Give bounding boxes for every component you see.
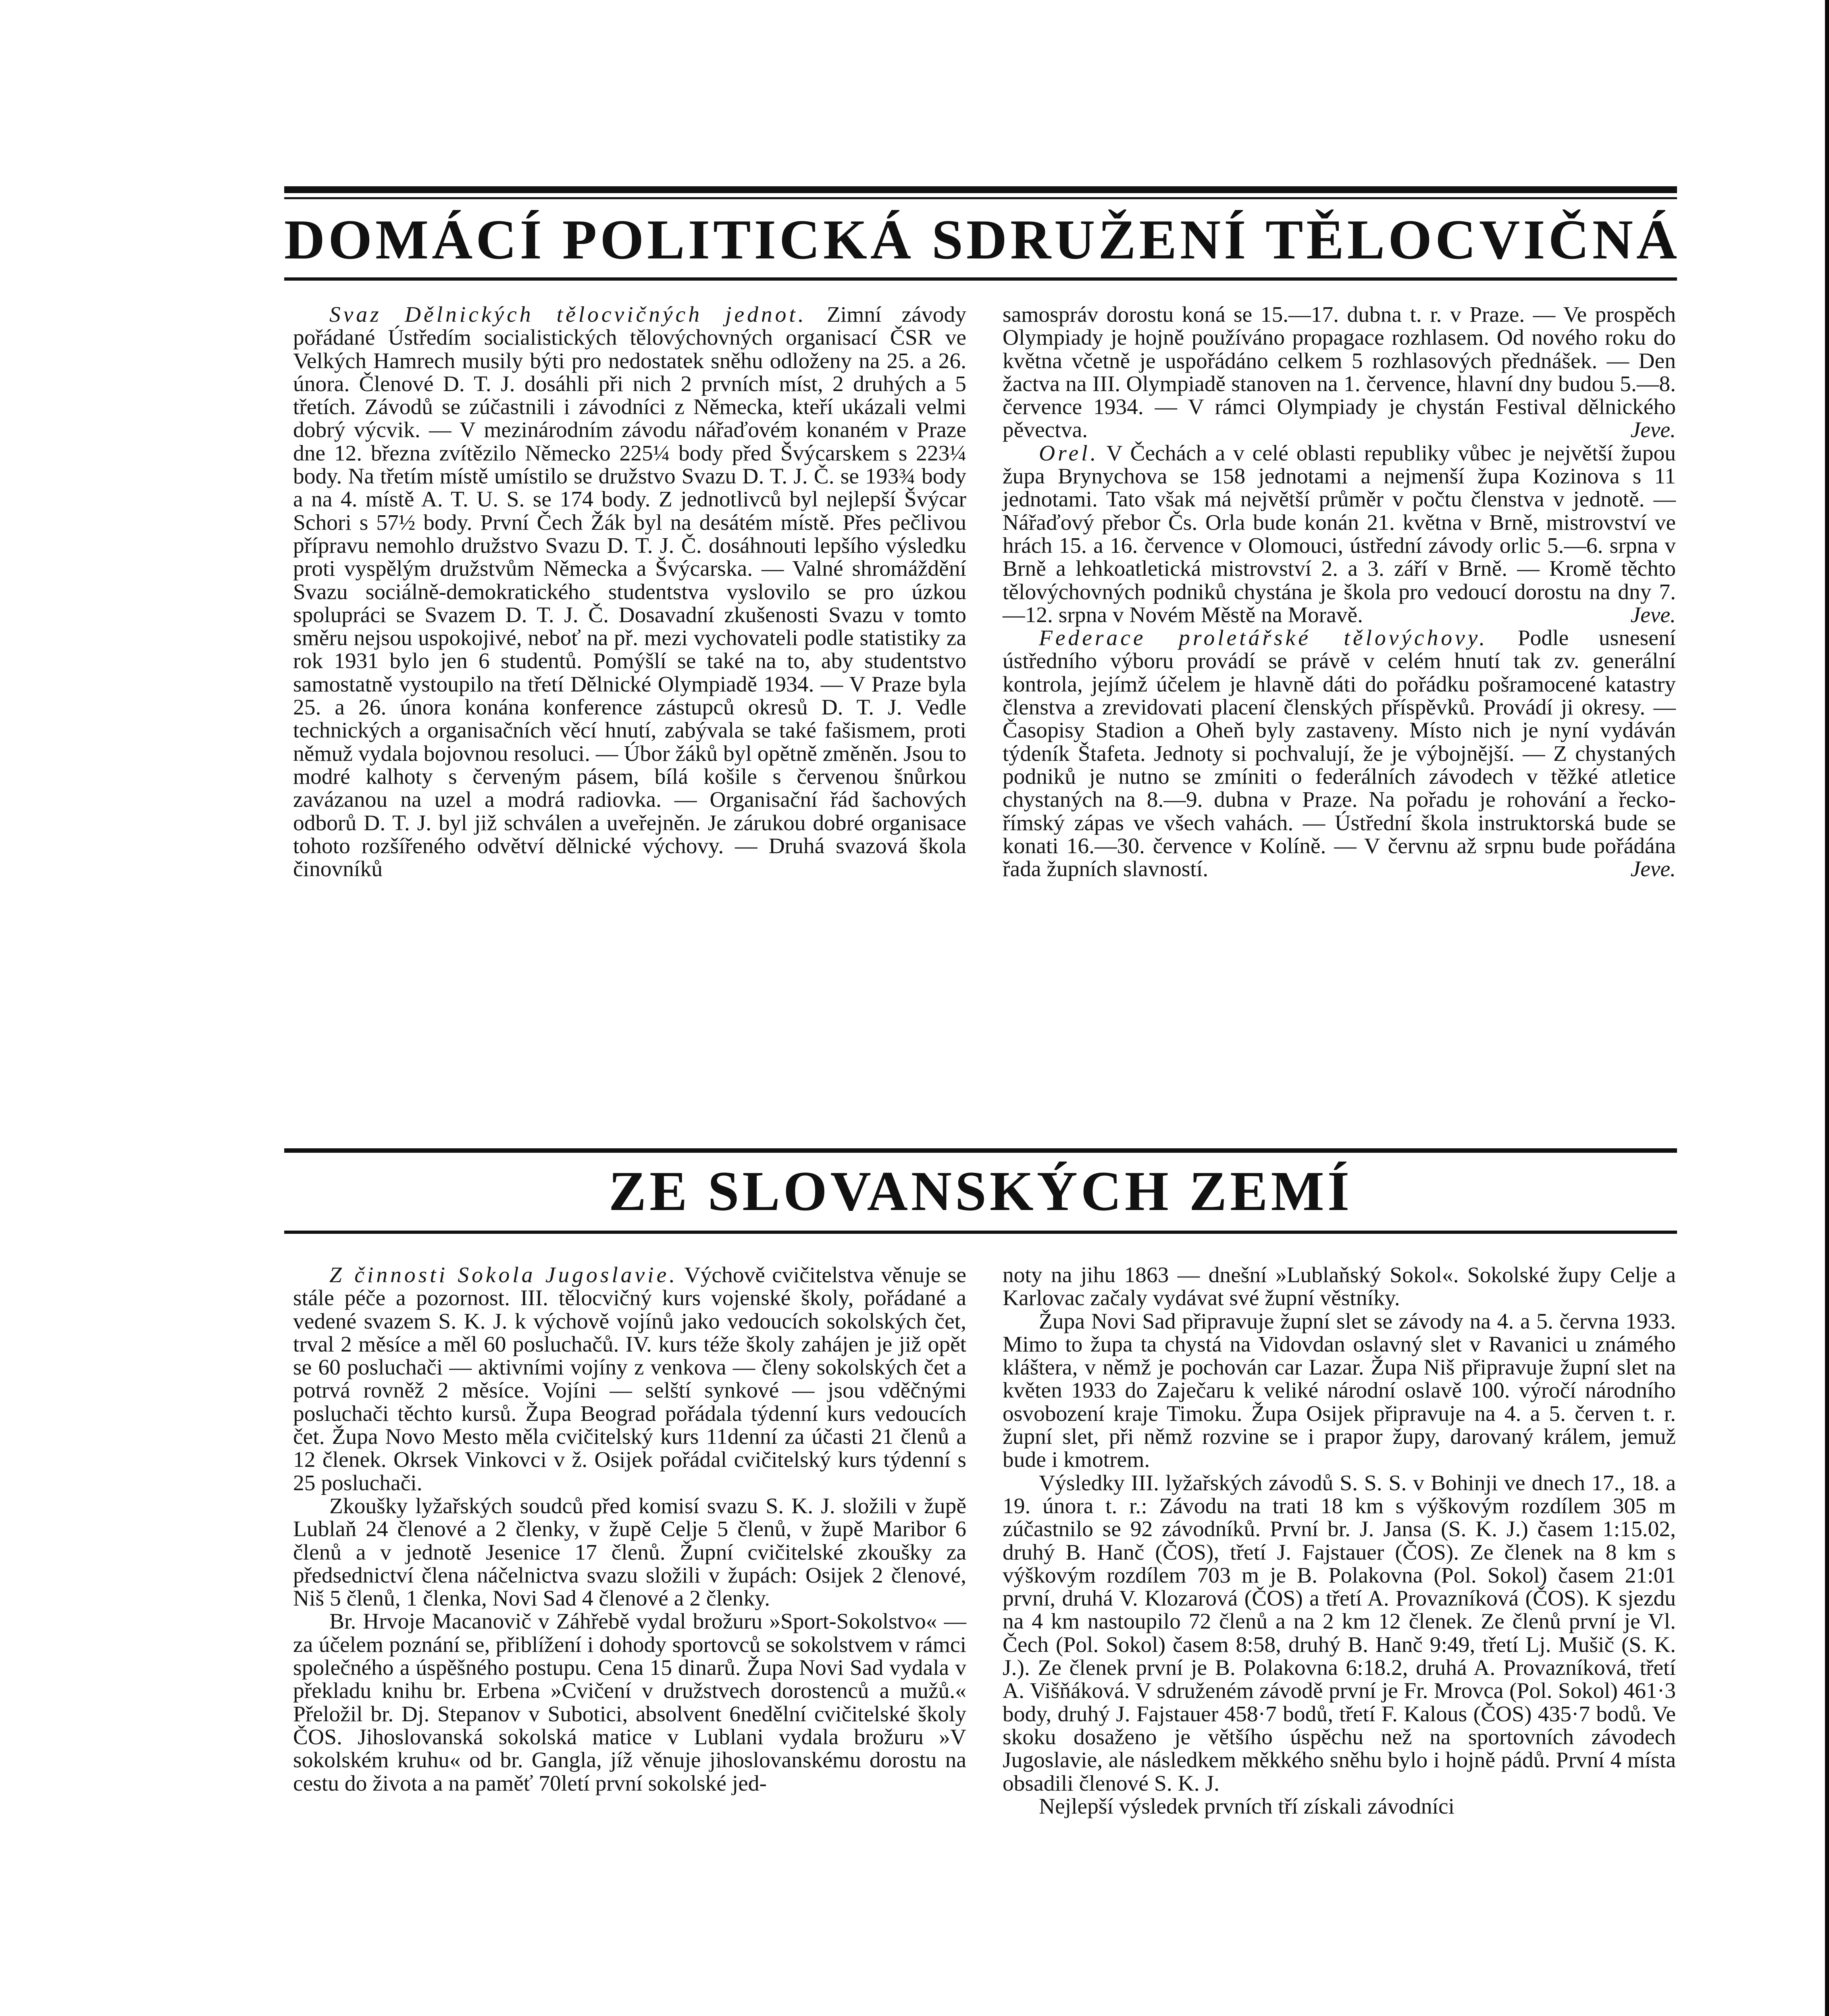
section2-top-rule: [284, 1148, 1677, 1153]
section1-right-column: [1003, 303, 1676, 881]
paragraph-lead: Svaz Dělnických tělocvičných jednot.: [329, 302, 807, 327]
section2-right-column: [1003, 1264, 1676, 1818]
section1-bottom-rule: [284, 277, 1677, 281]
section1-top-rule-thick: [284, 186, 1677, 193]
section2-right-paragraph-2: Župa Novi Sad připravuje župní slet se závody na 4. a 5. června 1933. Mimo to župa ta chystá na Vidovdan oslavný slet v Ravanici u známého kláštera, v němž je pochován car Lazar. Župa Niš připravuje župní slet na květen 1933 do Zaječaru k veliké národní oslavě 100. výročí národního osvobození kraje Timoku. Župa Osijek připravuje na 4. a 5. červen t. r. župní slet, při němž rozvine se i prapor župy, darovaný králem, jemuž bude i kmotrem.: [1003, 1309, 1676, 1472]
section1-top-rule-thin: [284, 197, 1677, 199]
paragraph-body: Výchově cvičitelstva věnuje se stále péče a pozornost. III. tělocvičný kurs vojenské školy, pořádané a vedené svazem S. K. J. k výchově vojínů jako vedoucích sokolských čet, trval 2 měsíce a měl 60 posluchačů. IV. kurs téže školy zahájen je již opět se 60 posluchači — aktivními vojíny z venkova — členy sokolských čet a potrvá rovněž 2 měsíce. Vojíni — selští synkové — jsou vděčnými posluchači těchto kursů. Župa Beograd pořádala týdenní kurs vedoucích čet. Župa Novo Mesto měla cvičitelský kurs 11denní za účasti 21 členů a 12 členek. Okrsek Vinkovci v ž. Osijek pořádal cvičitelský kurs týdenní s 25 posluchači.: [293, 1263, 966, 1495]
paragraph-lead: Z činnosti Sokola Jugoslavie.: [329, 1263, 678, 1287]
section2-right-paragraph-3: Výsledky III. lyžařských závodů S. S. S. v Bohinji ve dnech 17., 18. a 19. února t. r.: Závodu na trati 18 km s výškovým rozdílem 305 m zúčastnilo se 92 závodníků. První br. J. Jansa (S. K. J.) časem 1:15.02, druhý B. Hanč (ČOS), třetí J. Fajstauer (ČOS). Ze členek na 8 km s výškovým rozdílem 703 m je B. Polakovna (Pol. Sokol) časem 21:01 první, druhá V. Klozarová (ČOS) a třetí A. Provazníková (ČOS). K sjezdu na 4 km nastoupilo 72 členů a na 2 km 12 členek. Ze členů první je Vl. Čech (Pol. Sokol) časem 8:58, druhý B. Hanč 9:49, třetí Lj. Mušič (S. K. J.). Ze členek první je B. Polakovna 6:18.2, druhá A. Provazníková, třetí A. Višňáková. V sdruženém závodě první je Fr. Mrovca (Pol. Sokol) 461·3 body, druhý J. Fajstauer 458·7 bodů, třetí F. Kalous (ČOS) 435·7 bodů. Ve skoku dosaženo je většího úspěchu než na sportovních závodech Jugoslavie, ale následkem měkkého sněhu bylo i hojně pádů. První 4 místa obsadili členové S. K. J.: [1003, 1470, 1676, 1796]
paragraph-lead: Federace proletářské tělovýchovy.: [1039, 626, 1488, 651]
paragraph-body: Zimní závody pořádané Ústředím socialistických tělovýchovných organisací ČSR ve Velkých Hamrech musily býti pro nedostatek sněhu odloženy na 25. a 26. února. Členové D. T. J. dosáhli při nich 2 prvních míst, 2 druhých a 5 třetích. Závodů se zúčastnili i závodníci z Německa, kteří ukázali velmi dobrý výcvik. — V mezinárodním závodu nářaďovém konaném v Praze dne 12. března zvítězilo Německo 225¼ body před Švýcarskem s 223¼ body. Na třetím místě umístilo se družstvo Svazu D. T. J. Č. se 193¾ body a na 4. místě A. T. U. S. se 174 body. Z jednotlivců byl nejlepší Švýcar Schori s 57½ body. První Čech Žák byl na desátém místě. Přes pečlivou přípravu nemohlo družstvo Svazu D. T. J. Č. dosáhnouti lepšího výsledku proti vyspělým družstvům Německa a Švýcarska. — Valné shromáždění Svazu sociálně-demokratického studentstva vyslovilo se pro úzkou spolupráci se Svazem D. T. J. Č. Dosavadní zkušenosti Svazu v tomto směru nejsou uspokojivé, neboť na př. mezi vychovateli podle statistiky za rok 1931 bylo jen 6 studentů. Pomýšlí se také na to, aby studentstvo samostatně vystoupilo na třetí Dělnické Olympiadě 1934. — V Praze byla 25. a 26. února konána konference zástupců okresů D. T. J. Vedle technických a organisačních věcí hnutí, zabývala se také fašismem, proti němuž vydala bojovnou resoluci. — Úbor žáků byl opětně změněn. Jsou to modré kalhoty s červeným pásem, bílá košile s červenou šnůrkou zavázanou na uzel a modrá radiovka. — Organisační řád šachových odborů D. T. J. byl již schválen a uveřejněn. Je zárukou dobré organisace tohoto rozšířeného odvětví dělnické výchovy. — Druhá svazová škola činovníků: [293, 302, 966, 882]
author-signature: Jeve.: [1630, 418, 1676, 443]
paragraph-lead: Orel.: [1039, 441, 1099, 466]
section2-right-paragraph-4: Nejlepší výsledek prvních tří získali závodníci: [1039, 1794, 1455, 1819]
section1-left-paragraph: [293, 303, 966, 881]
paragraph-body: V Čechách a v celé oblasti republiky vůbec je největší župou župa Brynychova se 158 jednotami a nejmenší župa Kozinova s 11 jednotami. Tato však má největší průměr v počtu členstva v jednotě. — Nářaďový přebor Čs. Orla bude konán 21. května v Brně, mistrovství ve hrách 15. a 16. července v Olomouci, ústřední závody orlic 5.—6. srpna v Brně a lehkoatletická mistrovství 2. a 3. září v Brně. — Kromě těchto tělovýchovných podniků chystána je škola pro vedoucí dorostu na dny 7.—12. srpna v Novém Městě na Moravě.: [1003, 441, 1676, 627]
section1-left-column: [293, 303, 966, 881]
author-signature: Jeve.: [1630, 857, 1676, 882]
section2-left-paragraph-3: Br. Hrvoje Macanovič v Záhřebě vydal brožuru »Sport-Sokolstvo« — za účelem poznání se, přiblížení i dohody sportovců se sokolstvem v rámci společného a úspěšného postupu. Cena 15 dinarů. Župa Novi Sad vydala v překladu knihu br. Erbena »Cvičení v družstvech dorostenců a mužů.« Přeložil br. Dj. Stepanov v Subotici, absolvent 6nedělní cvičitelské školy ČOS. Jihoslovanská sokolská matice v Lublani vydala brožuru »V sokolském kruhu« od br. Gangla, jíž věnuje jihoslovanskému dorostu na cestu do života a na paměť 70letí první sokolské jed-: [293, 1609, 966, 1796]
section2-title: ZE SLOVANSKÝCH ZEMÍ: [608, 1160, 1353, 1223]
section1-right-paragraph-3: [1003, 627, 1676, 881]
section1-right-paragraph-1: [1003, 303, 1676, 442]
section2-right-paragraph-1: noty na jihu 1863 — dnešní »Lublaňský Sokol«. Sokolské župy Celje a Karlovac začaly vydávat své župní věstníky.: [1003, 1263, 1676, 1311]
section1-right-paragraph-2: [1003, 442, 1676, 627]
section2-left-paragraph-1: [293, 1264, 966, 1495]
paragraph-body: samospráv dorostu koná se 15.—17. dubna t. r. v Praze. — Ve prospěch Olympiady je hojně používáno propagace rozhlasem. Od nového roku do května včetně je uspořádáno celkem 5 rozhlasových přednášek. — Den žactva na III. Olympiadě stanoven na 1. července, hlavní dny budou 5.—8. července 1934. — V rámci Olympiady je chystán Festival dělnického pěvectva.: [1003, 302, 1676, 443]
section2-left-column: [293, 1264, 966, 1795]
section2-left-paragraph-2: Zkoušky lyžařských soudců před komisí svazu S. K. J. složili v župě Lublaň 24 členové a 2 členky, v župě Celje 5 členů, v župě Maribor 6 členů a v jednotě Jesenice 17 členů. Župní cvičitelské zkoušky za předsednictví člena náčelnictva svazu složili v župách: Osijek 2 členové, Niš 5 členů, 1 členka, Novi Sad 4 členové a 2 členky.: [293, 1493, 966, 1611]
section2-bottom-rule: [284, 1231, 1677, 1234]
author-signature: Jeve.: [1630, 602, 1676, 627]
paragraph-body: Podle usnesení ústředního výboru provádí se právě v celém hnutí tak zv. generální kontrola, jejímž účelem je hlavně dáti do pořádku pošramocené katastry členstva a zrevidovati placení členských příspěvků. Provádí ji okresy. — Časopisy Stadion a Oheň byly zastaveny. Místo nich je nyní vydáván týdeník Štafeta. Jednoty si pochvalují, že je výbojnější. — Z chystaných podniků je nutno se zmíniti o federálních závodech v těžké atletice chystaných na 8.—9. dubna v Praze. Na pořadu je rohování a řecko-římský zápas ve všech vahách. — Ústřední škola instruktorská bude se konati 16.—30. července v Kolíně. — V červnu až srpnu bude pořádána řada župních slavností.: [1003, 626, 1676, 882]
section1-title: DOMÁCÍ POLITICKÁ SDRUŽENÍ TĚLOCVIČNÁ: [284, 208, 1681, 271]
